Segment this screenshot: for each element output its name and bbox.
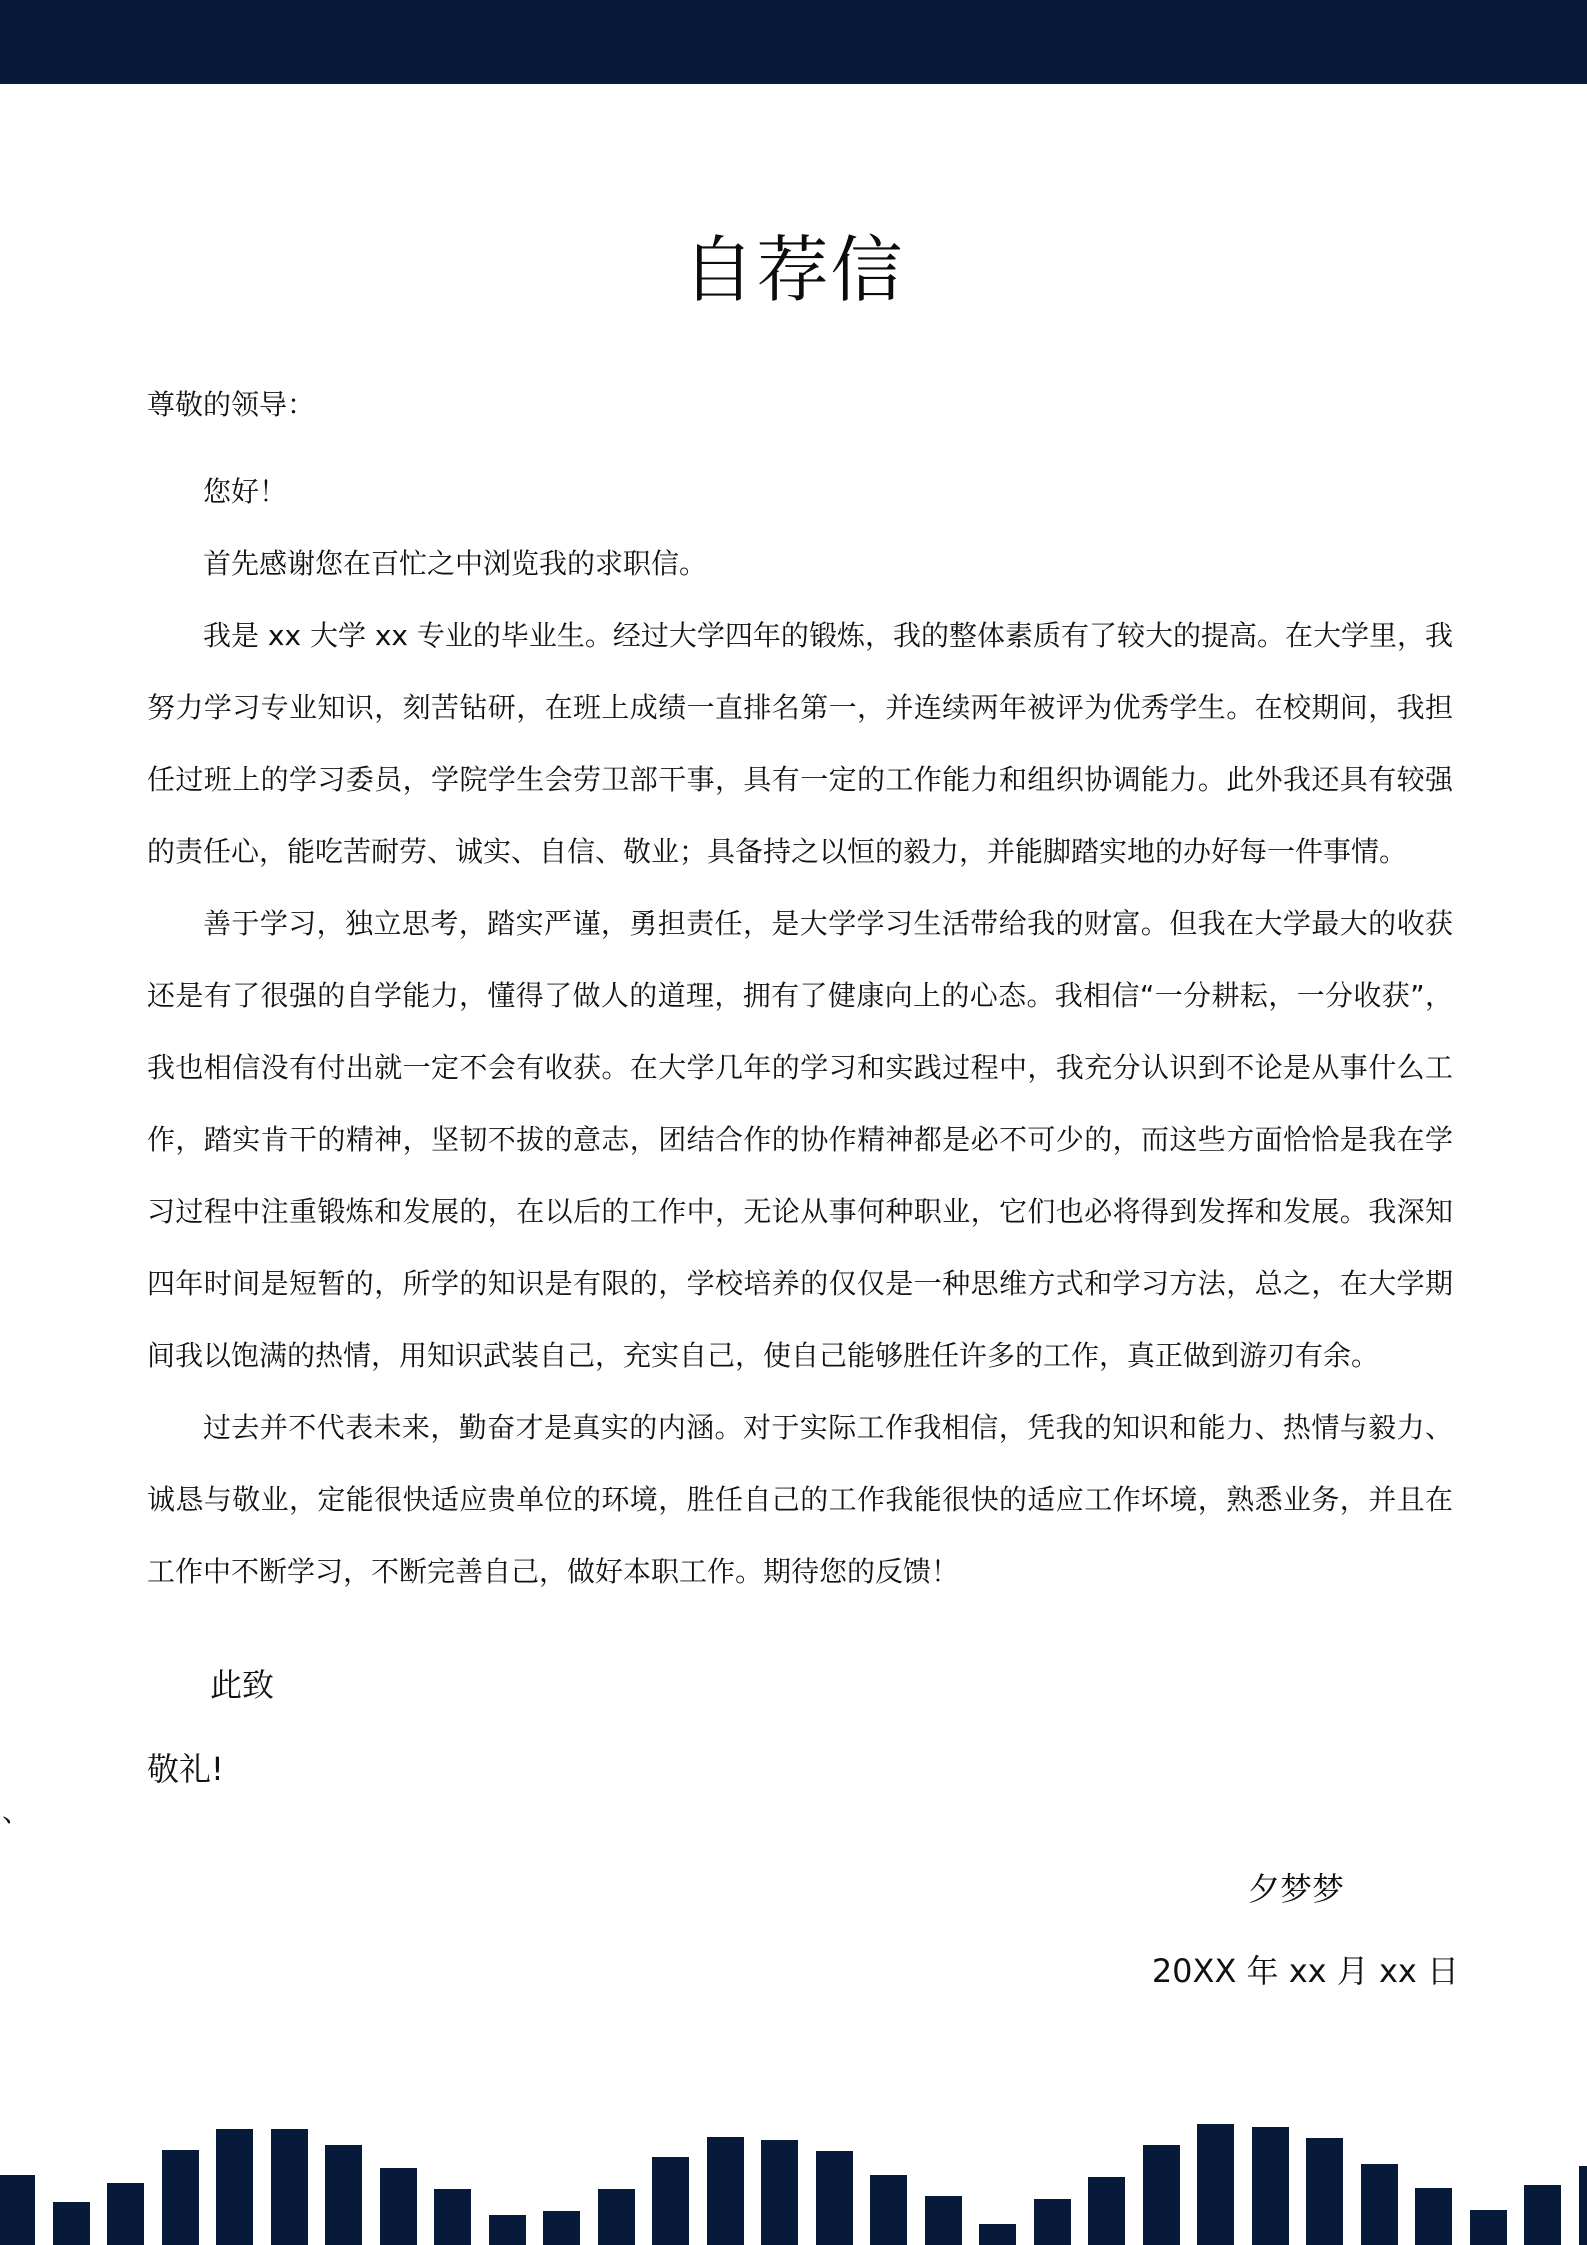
decorative-bar <box>1252 2127 1289 2245</box>
conclusion-paragraph: 过去并不代表未来，勤奋才是真实的内涵。对于实际工作我相信，凭我的知识和能力、热情与毅力、诚恳与敬业，定能很快适应贵单位的环境，胜任自己的工作我能很快的适应工作坏境，熟悉业务，并且在工作中不断学习，不断完善自己，做好本职工作。期待您的反馈！ <box>147 1411 1453 1588</box>
decorative-bar <box>1197 2124 1234 2245</box>
strengths-paragraph: 善于学习，独立思考，踏实严谨，勇担责任，是大学学习生活带给我的财富。但我在大学最大的收获还是有了很强的自学能力，懂得了做人的道理，拥有了健康向上的心态。我相信“一分耕耘，一分收获”，我也相信没有付出就一定不会有收获。在大学几年的学习和实践过程中，我充分认识到不论是从事什么工作，踏实肯干的精神，坚韧不拔的意志，团结合作的协作精神都是必不可少的，而这些方面恰恰是我在学习过程中注重锻炼和发展的，在以后的工作中，无论从事何种职业，它们也必将得到发挥和发展。我深知四年时间是短暂的，所学的知识是有限的，学校培养的仅仅是一种思维方式和学习方法，总之，在大学期间我以饱满的热情，用知识武装自己，充实自己，使自己能够胜任许多的工作，真正做到游刃有余。 <box>147 907 1453 1372</box>
decorative-bar <box>216 2129 253 2245</box>
thanks-paragraph: 首先感谢您在百忙之中浏览我的求职信。 <box>203 547 708 580</box>
stray-punctuation-mark: 、 <box>2 1795 31 1828</box>
decorative-bar <box>707 2137 744 2245</box>
introduction-paragraph: 我是 xx 大学 xx 专业的毕业生。经过大学四年的锻炼，我的整体素质有了较大的提高。在大学里，我努力学习专业知识，刻苦钻研，在班上成绩一直排名第一，并连续两年被评为优秀学生。在校期间，我担任过班上的学习委员，学院学生会劳卫部干事，具有一定的工作能力和组织协调能力。此外我还具有较强的责任心，能吃苦耐劳、诚实、自信、敬业；具备持之以恒的毅力，并能脚踏实地的办好每一件事情。 <box>147 619 1453 868</box>
decorative-bar <box>1088 2177 1125 2245</box>
letter-body <box>147 456 1453 1608</box>
decorative-bar <box>325 2145 362 2245</box>
decorative-bar <box>652 2157 689 2245</box>
closing-line-1: 此致 <box>210 1666 275 1704</box>
decorative-bar <box>380 2168 417 2245</box>
signature-name: 夕梦梦 <box>1248 1870 1345 1908</box>
decorative-bar <box>1361 2164 1398 2245</box>
greeting-paragraph: 您好！ <box>203 475 288 508</box>
decorative-bar <box>434 2189 471 2245</box>
signature-date: 20XX 年 xx 月 xx 日 <box>1151 1952 1459 1990</box>
decorative-bar <box>761 2140 798 2245</box>
decorative-bar <box>543 2211 580 2245</box>
decorative-bar <box>870 2175 907 2245</box>
decorative-bar <box>162 2150 199 2245</box>
decorative-bar <box>1143 2145 1180 2245</box>
decorative-bar <box>925 2196 962 2245</box>
document-title: 自荐信 <box>682 228 905 312</box>
decorative-bar <box>979 2224 1016 2245</box>
decorative-bar <box>1579 2166 1587 2245</box>
decorative-bar <box>1034 2199 1071 2245</box>
decorative-bar <box>53 2202 90 2245</box>
decorative-bar <box>1470 2210 1507 2245</box>
decorative-bar <box>598 2189 635 2245</box>
decorative-bar <box>1415 2188 1452 2245</box>
decorative-bar <box>1524 2185 1561 2245</box>
decorative-bar <box>816 2151 853 2245</box>
decorative-bar <box>489 2215 526 2245</box>
closing-line-2: 敬礼! <box>147 1750 224 1788</box>
top-header-bar <box>0 0 1587 84</box>
decorative-bar-strip <box>0 2100 1587 2245</box>
decorative-bar <box>1306 2138 1343 2245</box>
decorative-bar <box>107 2183 144 2245</box>
decorative-bar <box>0 2175 35 2245</box>
salutation: 尊敬的领导： <box>147 388 316 421</box>
decorative-bar <box>271 2129 308 2245</box>
